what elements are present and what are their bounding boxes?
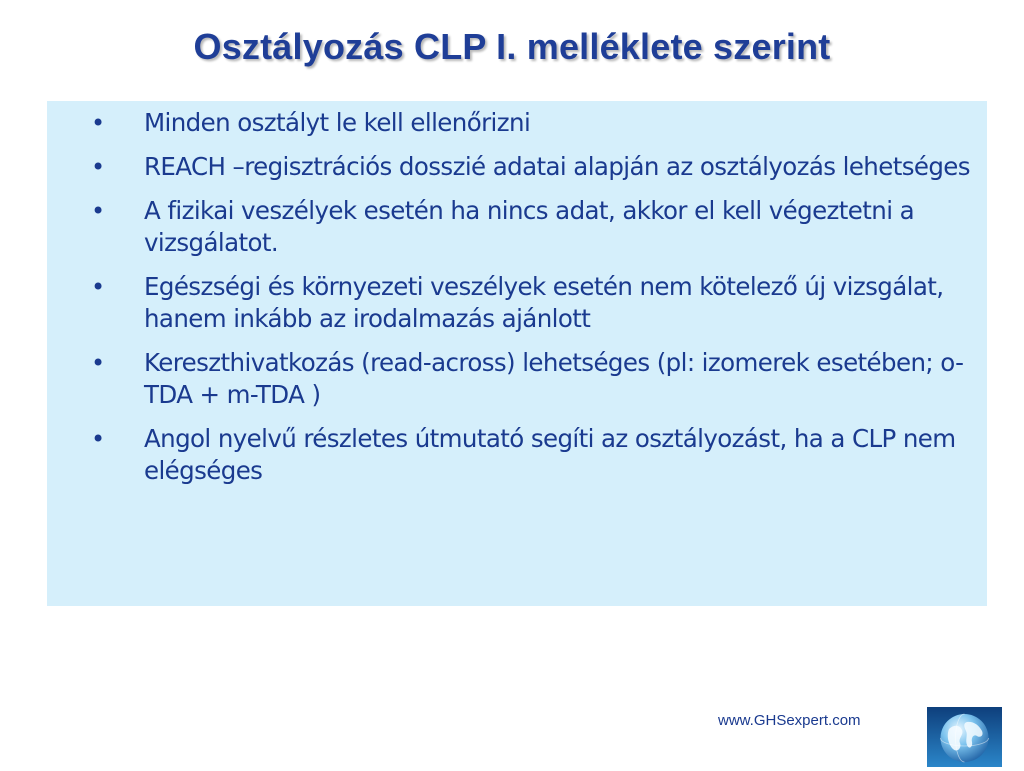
bullet-item xyxy=(47,195,987,259)
bullet-list xyxy=(47,107,987,499)
bullet-item xyxy=(47,271,987,335)
bullet-text: Angol nyelvű részletes útmutató segíti az osztályozást, ha a CLP nem elégséges xyxy=(144,424,956,485)
bullet-dot-icon: • xyxy=(91,425,105,453)
globe-icon xyxy=(927,707,1002,767)
bullet-dot-icon: • xyxy=(91,109,105,137)
bullet-dot-icon: • xyxy=(91,273,105,301)
bullet-text: A fizikai veszélyek esetén ha nincs adat, akkor el kell végeztetni a vizsgálatot. xyxy=(144,196,915,257)
bullet-text: REACH –regisztrációs dosszié adatai alapján az osztályozás lehetséges xyxy=(144,152,970,181)
bullet-item xyxy=(47,423,987,487)
footer-url[interactable]: www.GHSexpert.com xyxy=(718,712,861,729)
slide-title: Osztályozás CLP I. melléklete szerint xyxy=(193,26,831,67)
bullet-dot-icon: • xyxy=(91,153,105,181)
bullet-text: Egészségi és környezeti veszélyek esetén nem kötelező új vizsgálat, hanem inkább az irodalmazás ajánlott xyxy=(144,272,944,333)
bullet-dot-icon: • xyxy=(91,349,105,377)
content-box xyxy=(47,101,987,606)
bullet-dot-icon: • xyxy=(91,197,105,225)
bullet-item xyxy=(47,151,987,183)
bullet-item xyxy=(47,107,987,139)
bullet-item xyxy=(47,347,987,411)
globe-logo-graphic xyxy=(927,707,1002,767)
bullet-text: Minden osztályt le kell ellenőrizni xyxy=(144,108,531,137)
bullet-text: Kereszthivatkozás (read-across) lehetséges (pl: izomerek esetében; o-TDA + m-TDA ) xyxy=(144,348,964,409)
